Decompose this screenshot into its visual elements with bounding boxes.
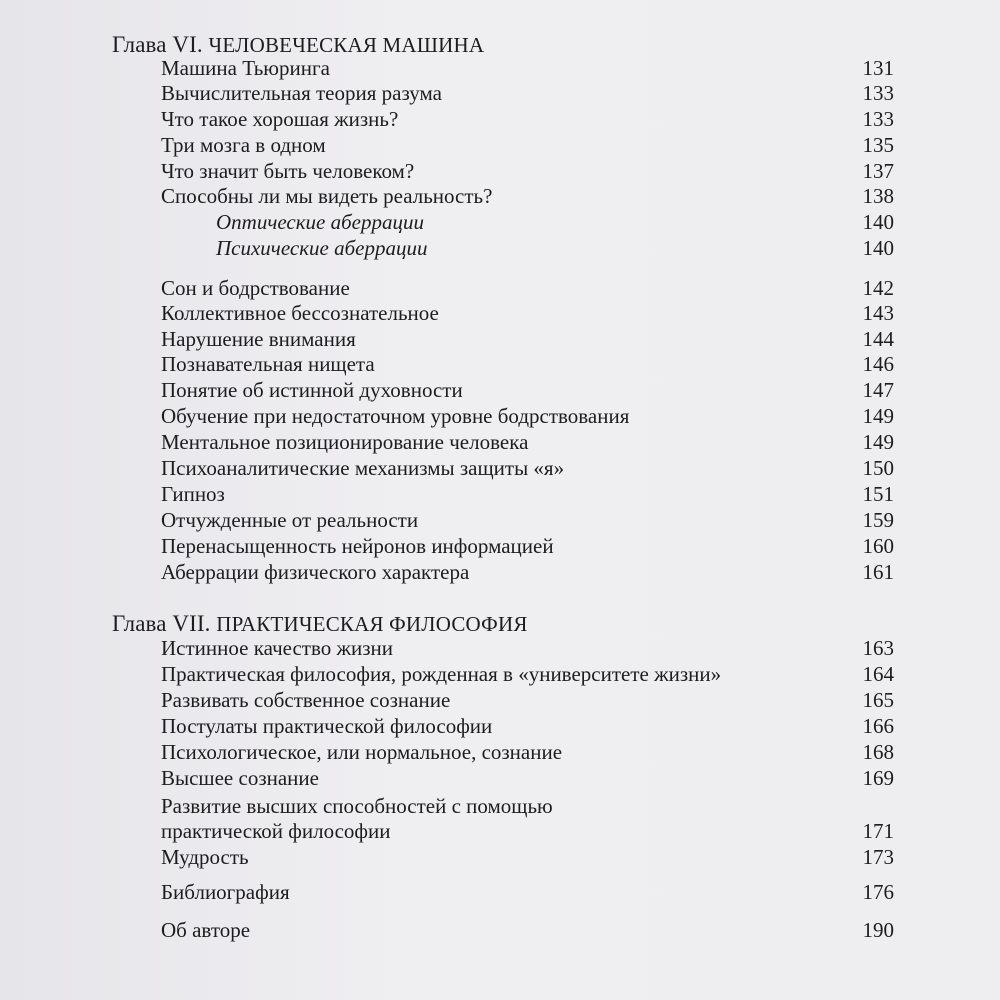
entry-page: 151	[862, 482, 894, 506]
toc-entry	[0, 794, 1000, 820]
entry-page: 165	[862, 688, 894, 712]
toc-entry	[0, 404, 1000, 430]
toc-entry-bibliography	[0, 880, 1000, 906]
entry-page: 131	[862, 56, 894, 80]
toc-entry	[0, 662, 1000, 688]
entry-page: 135	[862, 133, 894, 157]
toc-entry	[0, 560, 1000, 586]
entry-page: 143	[862, 301, 894, 325]
toc-entry	[0, 845, 1000, 871]
entry-title: Способны ли мы видеть реальность?	[161, 184, 493, 208]
toc-entry	[0, 301, 1000, 327]
toc-subentry	[0, 236, 1000, 262]
entry-title: Библиография	[161, 880, 290, 904]
toc-entry-continued	[0, 819, 1000, 845]
entry-title: Что значит быть человеком?	[161, 159, 415, 183]
entry-title: Машина Тьюринга	[161, 56, 330, 80]
entry-title: Аберрации физического характера	[161, 560, 470, 584]
toc-entry	[0, 378, 1000, 404]
entry-title: Развитие высших способностей с помощью	[161, 794, 553, 818]
toc-entry	[0, 276, 1000, 302]
entry-page: 138	[862, 184, 894, 208]
toc-entry	[0, 81, 1000, 107]
entry-page: 140	[862, 210, 894, 234]
entry-page: 161	[862, 560, 894, 584]
toc-entry	[0, 636, 1000, 662]
toc-entry-about-author	[0, 918, 1000, 944]
chapter-title: Глава VII. ПРАКТИЧЕСКАЯ ФИЛОСОФИЯ	[112, 611, 528, 636]
entry-page: 176	[862, 880, 894, 904]
entry-title: Об авторе	[161, 918, 251, 942]
entry-title: Мудрость	[161, 845, 249, 869]
chapter-heading-6	[0, 32, 1000, 58]
entry-title: Сон и бодрствование	[161, 276, 350, 300]
entry-page: 159	[862, 508, 894, 532]
entry-title: Психологическое, или нормальное, сознание	[161, 740, 563, 764]
toc-entry	[0, 508, 1000, 534]
entry-page: 150	[862, 456, 894, 480]
entry-title: Коллективное бессознательное	[161, 301, 439, 325]
toc-entry	[0, 352, 1000, 378]
toc-entry	[0, 107, 1000, 133]
entry-page: 149	[862, 430, 894, 454]
toc-entry	[0, 456, 1000, 482]
entry-title: Отчужденные от реальности	[161, 508, 419, 532]
entry-page: 146	[862, 352, 894, 376]
toc-entry	[0, 534, 1000, 560]
entry-title: Обучение при недостаточном уровне бодрствования	[161, 404, 630, 428]
entry-title: Оптические аберрации	[216, 210, 424, 234]
toc-entry	[0, 482, 1000, 508]
entry-title: Нарушение внимания	[161, 327, 356, 351]
entry-title: Три мозга в одном	[161, 133, 326, 157]
entry-page: 169	[862, 766, 894, 790]
toc-entry	[0, 430, 1000, 456]
toc-entry	[0, 56, 1000, 82]
entry-page: 163	[862, 636, 894, 660]
toc-entry	[0, 740, 1000, 766]
entry-page: 144	[862, 327, 894, 351]
toc-entry	[0, 688, 1000, 714]
entry-page: 190	[862, 918, 894, 942]
entry-title: Постулаты практической философии	[161, 714, 493, 738]
chapter-title: Глава VI. ЧЕЛОВЕЧЕСКАЯ МАШИНА	[112, 32, 485, 57]
entry-title: Практическая философия, рожденная в «университете жизни»	[161, 662, 722, 686]
entry-title: Гипноз	[161, 482, 225, 506]
entry-title: Высшее сознание	[161, 766, 319, 790]
toc-entry	[0, 159, 1000, 185]
entry-page: 164	[862, 662, 894, 686]
entry-page: 166	[862, 714, 894, 738]
entry-page: 149	[862, 404, 894, 428]
entry-page: 140	[862, 236, 894, 260]
entry-title: Развивать собственное сознание	[161, 688, 451, 712]
entry-title: Познавательная нищета	[161, 352, 375, 376]
chapter-heading-7	[0, 611, 1000, 637]
entry-title: Психические аберрации	[216, 236, 428, 260]
entry-page: 173	[862, 845, 894, 869]
entry-page: 137	[862, 159, 894, 183]
entry-title: Понятие об истинной духовности	[161, 378, 463, 402]
entry-page: 160	[862, 534, 894, 558]
toc-entry	[0, 766, 1000, 792]
entry-title: Ментальное позиционирование человека	[161, 430, 529, 454]
entry-title: Вычислительная теория разума	[161, 81, 442, 105]
toc-entry	[0, 184, 1000, 210]
toc-entry	[0, 714, 1000, 740]
entry-page: 168	[862, 740, 894, 764]
entry-page: 142	[862, 276, 894, 300]
toc-entry	[0, 327, 1000, 353]
entry-page: 133	[862, 107, 894, 131]
entry-title: Психоаналитические механизмы защиты «я»	[161, 456, 565, 480]
entry-title: практической философии	[161, 819, 391, 843]
entry-title: Что такое хорошая жизнь?	[161, 107, 399, 131]
entry-page: 147	[862, 378, 894, 402]
entry-page: 171	[862, 819, 894, 843]
entry-title: Перенасыщенность нейронов информацией	[161, 534, 554, 558]
entry-title: Истинное качество жизни	[161, 636, 394, 660]
entry-page: 133	[862, 81, 894, 105]
toc-entry	[0, 133, 1000, 159]
toc-subentry	[0, 210, 1000, 236]
